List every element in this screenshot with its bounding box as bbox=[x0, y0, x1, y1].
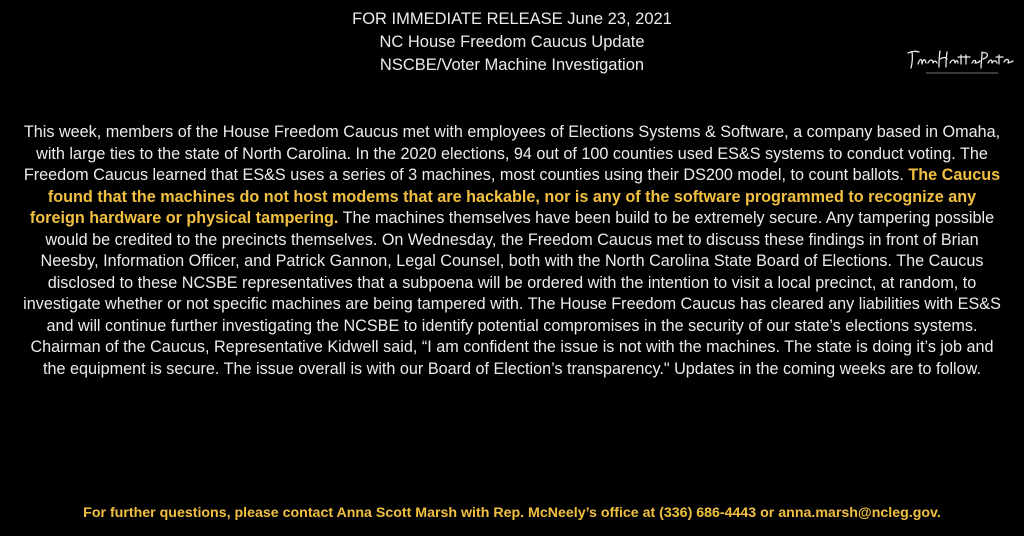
release-title: NC House Freedom Caucus Update bbox=[379, 33, 645, 51]
body-rest: The machines themselves have been build to be extremely secure. Any tampering possible would be credited to the precincts themselves. On Wednesday, the Freedom Caucus met to discuss these findings in front of Brian Neesby, Information Officer, and Patrick Gannon, Legal Counsel, both with the North Carolina State Board of Elections. The Caucus disclosed to these NCSBE representatives that a subpoena will be ordered with the intention to visit a local precinct, at random, to investigate whether or not specific machines are being tampered with. The House Freedom Caucus has cleared any liabilities with ES&S and will continue further investigating the NCSBE to identify potential compromises in the security of our state’s elections systems. Chairman of the Caucus, Representative Kidwell said, “I am confident the issue is not with the machines. The state is doing it’s job and the equipment is secure. The issue overall is with our Board of Election’s transparency." Updates in the coming weeks are to follow. bbox=[23, 209, 1001, 378]
release-body bbox=[20, 122, 1004, 380]
release-subtitle: NSCBE/Voter Machine Investigation bbox=[379, 56, 645, 74]
release-date-line: FOR IMMEDIATE RELEASE June 23, 2021 bbox=[352, 10, 672, 28]
body-intro: This week, members of the House Freedom Caucus met with employees of Elections Systems & Software, a company based in Omaha, with large ties to the state of North Carolina. In the 2020 elections, 94 out of 100 counties used ES&S systems to conduct voting. The Freedom Caucus learned that ES&S uses a series of 3 machines, most counties using their DS200 model, to count ballots. bbox=[23, 123, 1001, 184]
signature-icon bbox=[906, 44, 1016, 78]
body-highlight: The Caucus found that the machines do not host modems that are hackable, nor is any of the software programmed to recognize any foreign hardware or physical tampering. bbox=[29, 166, 1001, 227]
release-header bbox=[0, 8, 1024, 77]
contact-footer: For further questions, please contact Anna Scott Marsh with Rep. McNeely’s office at (336) 686-4443 or anna.marsh@ncleg.gov. bbox=[83, 505, 941, 521]
